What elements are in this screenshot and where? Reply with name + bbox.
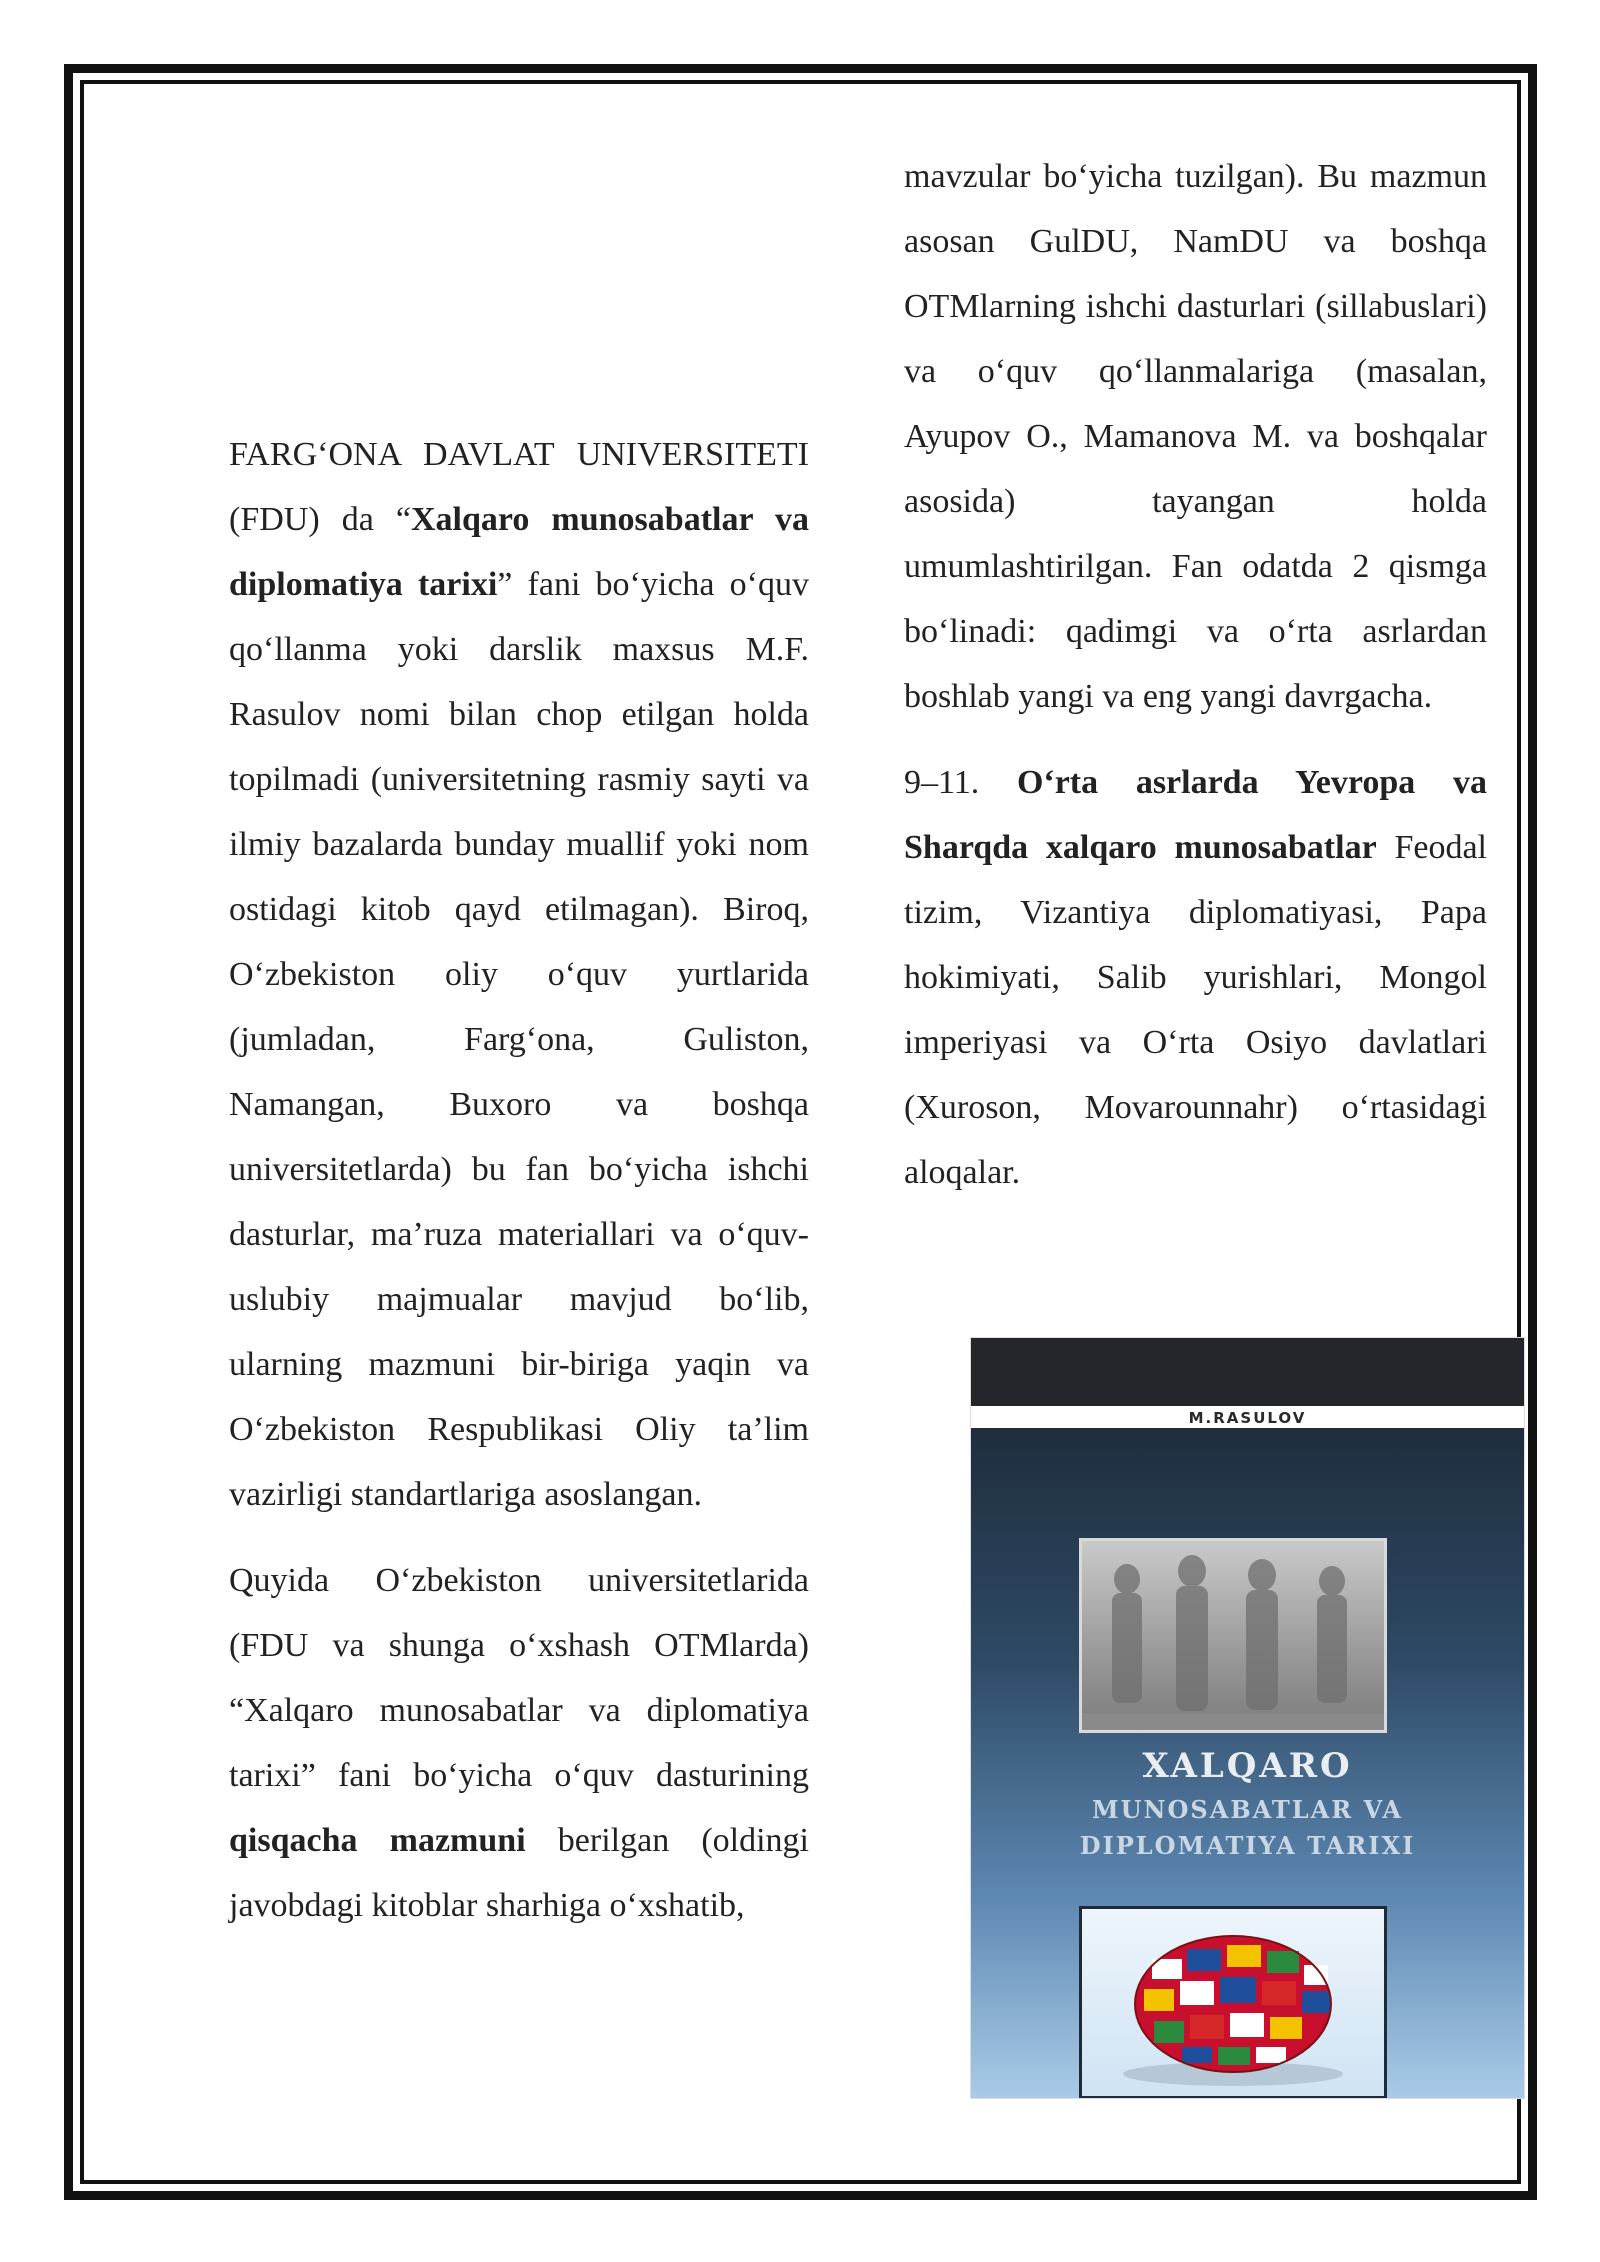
left-p1-bold-course-name: Xalqaro munosabatlar va diplomatiya tarixi [229,501,809,603]
left-paragraph-1 [229,422,809,1527]
left-p2-text-end: berilgan (oldingi javobdagi kitoblar sharhiga o‘xshatib, [229,1822,810,1924]
left-p1-text-end: ” fani bo‘yicha o‘quv qo‘llanma yoki darslik maxsus M.F. Rasulov nomi bilan chop etilgan holda topilmadi (universitetning rasmiy sayti va ilmiy bazalarda bunday muallif yoki nom ostidagi kitob qayd etilmagan). Biroq, O‘zbekiston oliy o‘quv yurtlarida (jumladan, Farg‘ona, Guliston, Namangan, Buxoro va boshqa universitetlarda) bu fan bo‘yicha ishchi dasturlar, ma’ruza materiallari va o‘quv-uslubiy majmualar mavjud bo‘lib, ularning mazmuni bir-biriga yaqin va O‘zbekiston Respublikasi Oliy ta’lim vazirligi standartlariga asoslangan. [229,566,809,1513]
left-p2-text-start: Quyida O‘zbekiston universitetlarida (FDU va shunga o‘xshash OTMlarda) “Xalqaro munosabatlar va diplomatiya tarixi” fani bo‘yicha o‘quv dasturining [229,1562,809,1794]
right-p2-text: Feodal tizim, Vizantiya diplomatiyasi, Papa hokimiyati, Salib yurishlari, Mongol imperiyasi va O‘rta Osiyo davlatlari (Xuroson, Movarounnahr) o‘rtasidagi aloqalar. [904,829,1487,1191]
relief-figures-icon [1082,1541,1384,1730]
cover-subtitle-line-1: MUNOSABATLAR VA [1092,1795,1403,1824]
flag-globe-image [1079,1906,1387,2098]
left-p2-bold-summary: qisqacha mazmuni [229,1822,526,1859]
left-paragraph-2 [229,1548,809,1938]
cover-top-band [971,1338,1524,1406]
cover-author: M.RASULOV [1188,1409,1307,1427]
right-column [904,144,1487,1205]
cover-body [971,1428,1524,2098]
left-p1-text-start: FARG‘ONA DAVLAT UNIVERSITETI (FDU) da “ [229,436,809,538]
right-paragraph-2 [904,750,1487,1205]
cover-subtitle-line-2: DIPLOMATIYA TARIXI [1079,1831,1416,1860]
globe-icon [1082,1909,1384,2096]
right-paragraph-1: mavzular bo‘yicha tuzilgan). Bu mazmun asosan GulDU, NamDU va boshqa OTMlarning ishchi dasturlari (sillabuslari) va o‘quv qo‘llanmalariga (masalan, Ayupov O., Mamanova M. va boshqalar asosida) tayangan holda umumlashtirilgan. Fan odatda 2 qismga bo‘linadi: qadimgi va o‘rta asrlardan boshlab yangi va eng yangi davrgacha. [904,158,1487,715]
left-column [229,131,809,1938]
right-p2-prefix: 9–11. [904,764,1017,801]
cover-title: XALQARO [1142,1746,1353,1786]
stone-relief-image [1079,1538,1387,1733]
book-cover-image [971,1338,1524,2098]
right-p2-bold-heading: O‘rta asrlarda Yevropa va Sharqda xalqaro munosabatlar [904,764,1487,866]
